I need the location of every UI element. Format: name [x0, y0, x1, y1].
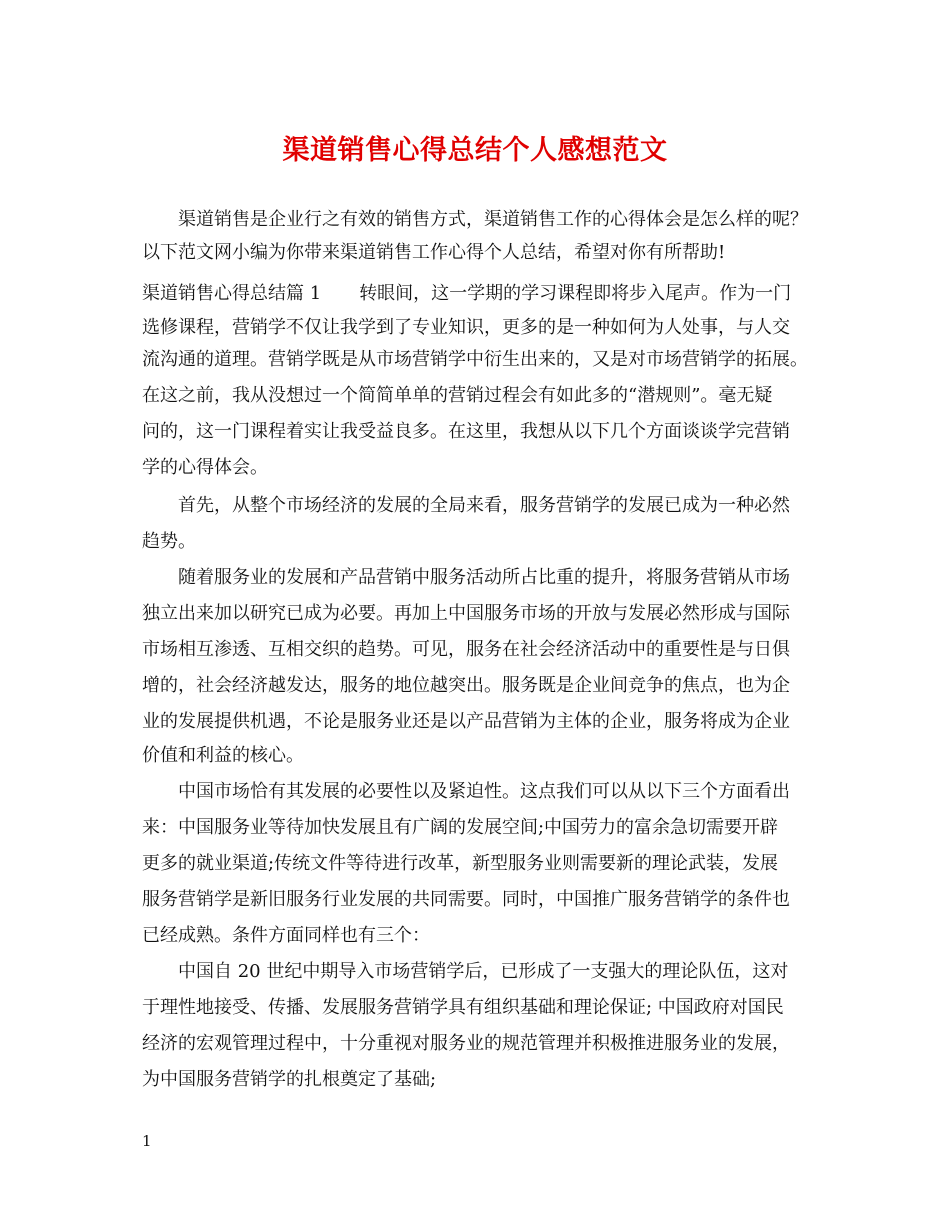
paragraph-line: 于理性地接受、传播、发展服务营销学具有组织基础和理论保证; 中国政府对国民: [142, 997, 784, 1018]
paragraph-line: 为中国服务营销学的扎根奠定了基础;: [142, 1069, 437, 1090]
document-title: 渠道销售心得总结个人感想范文: [282, 135, 668, 166]
paragraph-line: 已经成熟。条件方面同样也有三个：: [142, 925, 430, 946]
paragraph-line: 价值和利益的核心。: [142, 745, 304, 766]
paragraph-line: 流沟通的道理。营销学既是从市场营销学中衍生出来的，又是对市场营销学的拓展。: [142, 349, 808, 370]
paragraph-line: 增的，社会经济越发达，服务的地位越突出。服务既是企业间竞争的焦点，也为企: [142, 675, 790, 696]
intro-line: 渠道销售是企业行之有效的销售方式，渠道销售工作的心得体会是怎么样的呢？: [178, 209, 808, 230]
paragraph-line: 选修课程，营销学不仅让我学到了专业知识，更多的是一种如何为人处事，与人交: [142, 317, 790, 338]
paragraph-line: 更多的就业渠道;传统文件等待进行改革，新型服务业则需要新的理论武装，发展: [142, 853, 779, 874]
paragraph-line: 中国市场恰有其发展的必要性以及紧迫性。这点我们可以从以下三个方面看出: [178, 781, 790, 802]
paragraph-line: 中国自 20 世纪中期导入市场营销学后，已形成了一支强大的理论队伍，这对: [178, 961, 789, 982]
paragraph-line: 学的心得体会。: [142, 457, 268, 478]
paragraph-line: 问的，这一门课程着实让我受益良多。在这里，我想从以下几个方面谈谈学完营销: [142, 421, 790, 442]
paragraph-line: 服务营销学是新旧服务行业发展的共同需要。同时，中国推广服务营销学的条件也: [142, 889, 790, 910]
paragraph-line: 首先，从整个市场经济的发展的全局来看，服务营销学的发展已成为一种必然: [178, 495, 790, 516]
paragraph-text: 转眼间，这一学期的学习课程即将步入尾声。作为一门: [359, 283, 792, 304]
paragraph-line: 市场相互渗透、互相交织的趋势。可见，服务在社会经济活动中的重要性是与日俱: [142, 639, 790, 660]
intro-line: 以下范文网小编为你带来渠道销售工作心得个人总结，希望对你有所帮助!: [142, 242, 726, 263]
page-number: 1: [142, 1132, 152, 1150]
section-line: [142, 279, 832, 309]
paragraph-line: 趋势。: [142, 531, 196, 552]
paragraph-line: 在这之前，我从没想过一个简简单单的营销过程会有如此多的“潜规则”。毫无疑: [142, 385, 773, 406]
paragraph-line: 经济的宏观管理过程中，十分重视对服务业的规范管理并积极推进服务业的发展，: [142, 1033, 790, 1054]
paragraph-line: 业的发展提供机遇，不论是服务业还是以产品营销为主体的企业，服务将成为企业: [142, 711, 790, 732]
section-label: 渠道销售心得总结篇 1: [142, 283, 322, 304]
paragraph-line: 随着服务业的发展和产品营销中服务活动所占比重的提升，将服务营销从市场: [178, 567, 790, 588]
paragraph-line: 独立出来加以研究已成为必要。再加上中国服务市场的开放与发展必然形成与国际: [142, 603, 790, 624]
paragraph-line: 来：中国服务业等待加快发展且有广阔的发展空间;中国劳力的富余急切需要开辟: [142, 817, 779, 838]
